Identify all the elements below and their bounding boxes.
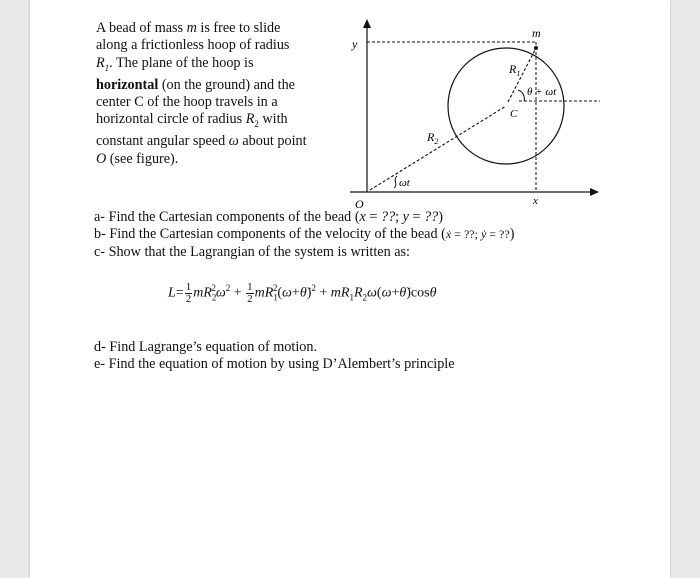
y-axis-label: y	[352, 37, 358, 51]
y-axis-arrow	[363, 19, 371, 28]
intro-line-3: $R_1$. The plane of the hoop is	[96, 54, 254, 73]
question-a: a- Find the Cartesian components of the bead (x = ??; y = ??)	[94, 209, 443, 225]
intro-line-8: O (see figure).	[96, 150, 179, 167]
bead	[534, 46, 538, 50]
x-axis-label: x	[533, 195, 538, 207]
intro-line-5: center C of the hoop travels in a	[96, 94, 278, 111]
intro-line-1: A bead of mass m is free to slide	[96, 20, 281, 36]
x-axis-arrow	[590, 188, 599, 196]
question-list	[94, 209, 654, 261]
question-d: d- Find Lagrange’s equation of motion.	[94, 339, 318, 355]
intro-line-6: horizontal circle of radius $R_2$ with	[96, 111, 288, 130]
question-e: e- Find the equation of motion by using D’Alembert’s principle	[94, 356, 455, 373]
bead-mass-label: m	[532, 26, 541, 40]
center-label: C	[510, 108, 518, 120]
theta-plus-wt-label: θ + ωt	[527, 86, 557, 98]
intro-line-7: constant angular speed ω about point	[96, 133, 307, 150]
lagrangian-equation: L= $\frac{1}{2}$ $mR_2^2\omega^2$ + $\frac{1}{2}$ $mR_1^2(\omega+\thetȧ)^2$ + $mR_1R_2\omega(\omega+\thetȧ)\cos\theta$	[168, 281, 437, 305]
question-list-continued	[94, 339, 654, 374]
R2-radius-line	[370, 106, 506, 190]
origin-label: O	[355, 197, 364, 211]
intro-line-4: horizontal (on the ground) and the	[96, 76, 295, 93]
R2-label: $R_2$	[427, 130, 439, 146]
wt-angle-arc	[394, 176, 397, 188]
R1-label: $R_1$	[509, 62, 521, 78]
intro-line-2: along a frictionless hoop of radius	[96, 37, 290, 54]
wt-label: ωt	[399, 177, 410, 189]
question-c: c- Show that the Lagrangian of the system is written as:	[94, 243, 410, 260]
theta-angle-arc	[518, 90, 524, 101]
question-b: b- Find the Cartesian components of the velocity of the bead (ẋ = ??; ẏ = ??)	[94, 226, 515, 243]
